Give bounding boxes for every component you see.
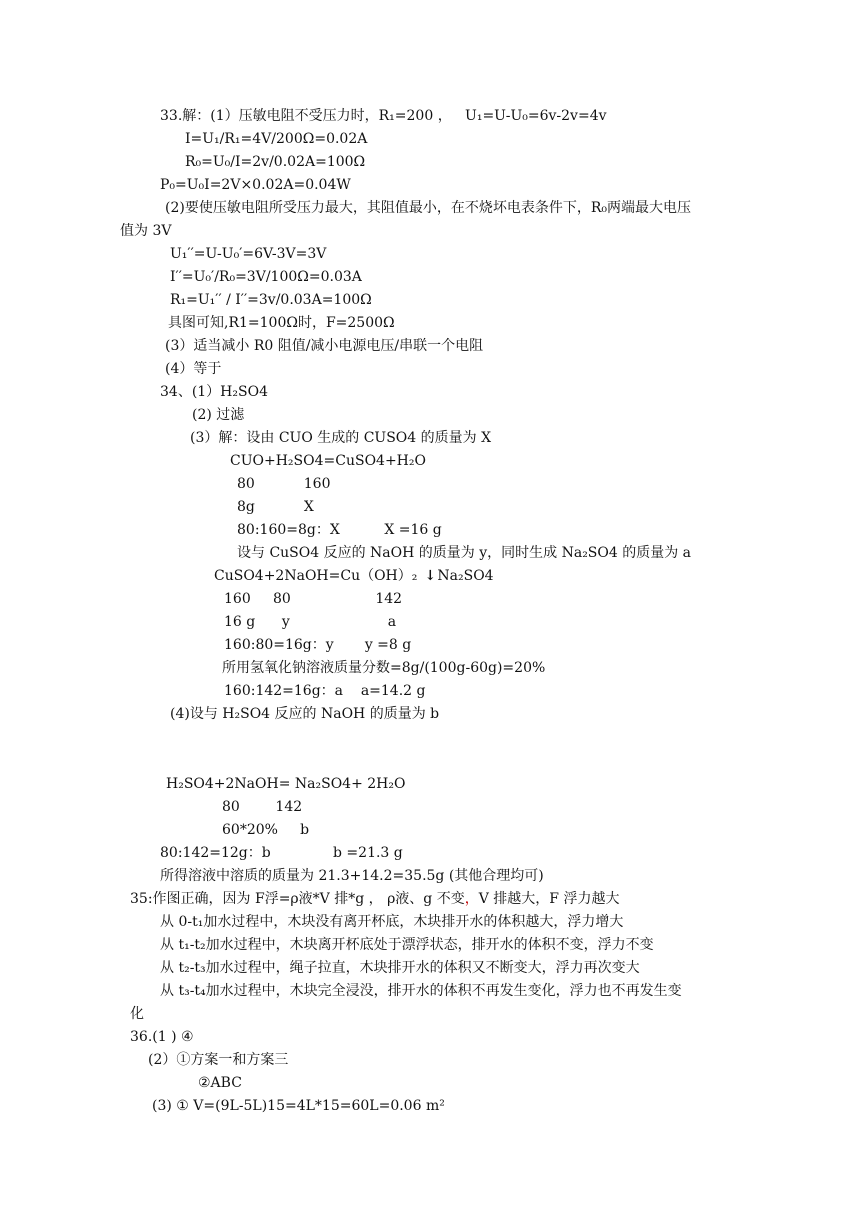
line-34-part4: (4)设与 H₂SO4 反应的 NaOH 的质量为 b	[170, 706, 440, 722]
line-33-part2: (2)要使压敏电阻所受压力最大，其阻值最小，在不烧坏电表条件下，R₀两端最大电压	[165, 200, 691, 216]
line-35-stage4: 从 t₃-t₄加水过程中，木块完全浸没，排开水的体积不再发生变化，浮力也不再发生变	[160, 983, 682, 999]
line-34-eq1-ratio: 80:160=8g：X X =16 g	[237, 522, 442, 538]
line-35-stage3: 从 t₂-t₃加水过程中，绳子拉直，木块排开水的体积又不断变大，浮力再次变大	[160, 960, 640, 976]
red-comma: ，	[464, 891, 479, 907]
line-33-part2-cont: 值为 3V	[120, 223, 172, 239]
line-35-part2: V 排越大，F 浮力越大	[478, 891, 620, 907]
line-34-eq2-ratio-a: 160:142=16g：a a=14.2 g	[224, 683, 426, 699]
line-34-eq3-given: 60*20% b	[222, 822, 310, 838]
down-arrow-icon: ↓	[424, 568, 437, 584]
line-33-part3: (3）适当减小 R0 阻值/减小电源电压/串联一个电阻	[165, 338, 484, 354]
line-35-part1: 35:作图正确，因为 F浮=ρ液*V 排*g ， ρ液、g 不变	[130, 891, 465, 907]
line-36-part1: 36.(1 ) ④	[130, 1029, 194, 1045]
line-34-part2: (2) 过滤	[192, 407, 245, 423]
line-35-stage2: 从 t₁-t₂加水过程中，木块离开杯底处于漂浮状态，排开水的体积不变，浮力不变	[160, 937, 654, 953]
line-34-part3: (3）解：设由 CUO 生成的 CUSO4 的质量为 X	[190, 430, 492, 446]
line-35-stage1: 从 0-t₁加水过程中，木块没有离开杯底，木块排开水的体积越大，浮力增大	[160, 914, 624, 930]
line-33-part4: (4）等于	[165, 361, 222, 377]
line-34-eq2-ratio-y: 160:80=16g：y y =8 g	[224, 637, 412, 653]
eq2-left: CuSO4+2NaOH=Cu（OH）₂	[214, 568, 418, 584]
line-34-eq2	[214, 567, 494, 585]
line-34-eq1-given: 8g X	[237, 499, 314, 515]
line-34-eq1-mass: 80 160	[237, 476, 331, 492]
line-34-total: 所得溶液中溶质的质量为 21.3+14.2=35.5g (其他合理均可)	[160, 868, 544, 884]
line-35-stage4-cont: 化	[130, 1006, 144, 1022]
line-33-p0: P₀=U₀I=2V×0.02A=0.04W	[160, 177, 351, 193]
line-34-title: 34、(1）H₂SO4	[160, 384, 268, 400]
line-36-part2b: ②ABC	[198, 1075, 242, 1091]
line-33-title: 33.解：(1）压敏电阻不受压力时，R₁=200 ， U₁=U-U₀=6v-2v=4v	[160, 108, 607, 124]
line-34-eq2-given: 16 g y a	[224, 614, 397, 630]
line-33-r0: R₀=U₀/I=2v/0.02A=100Ω	[185, 154, 366, 170]
line-34-set-y: 设与 CuSO4 反应的 NaOH 的质量为 y，同时生成 Na₂SO4 的质量为 a	[237, 545, 692, 561]
line-33-u1: U₁′′=U-U₀′=6V-3V=3V	[170, 246, 327, 262]
line-33-current: I=U₁/R₁=4V/200Ω=0.02A	[185, 131, 368, 147]
line-34-eq3: H₂SO4+2NaOH= Na₂SO4+ 2H₂O	[166, 776, 406, 792]
line-36-part3: (3) ① V=(9L-5L)15=4L*15=60L=0.06 m²	[152, 1098, 445, 1114]
line-34-eq3-ratio: 80:142=12g：b b =21.3 g	[160, 845, 403, 861]
line-33-r1: R₁=U₁′′ / I′′=3v/0.03A=100Ω	[170, 292, 372, 308]
line-34-eq1: CUO+H₂SO4=CuSO4+H₂O	[230, 453, 426, 469]
line-35-title	[130, 890, 619, 908]
line-34-eq3-mass: 80 142	[222, 799, 303, 815]
line-36-part2: (2）①方案一和方案三	[148, 1052, 289, 1068]
line-34-fraction: 所用氢氧化钠溶液质量分数=8g/(100g-60g)=20%	[222, 660, 546, 676]
line-33-graph: 具图可知,R1=100Ω时，F=2500Ω	[168, 315, 395, 331]
eq2-right: Na₂SO4	[437, 568, 494, 584]
line-34-eq2-mass: 160 80 142	[224, 591, 403, 607]
line-33-i: I′′=U₀′/R₀=3V/100Ω=0.03A	[170, 269, 362, 285]
